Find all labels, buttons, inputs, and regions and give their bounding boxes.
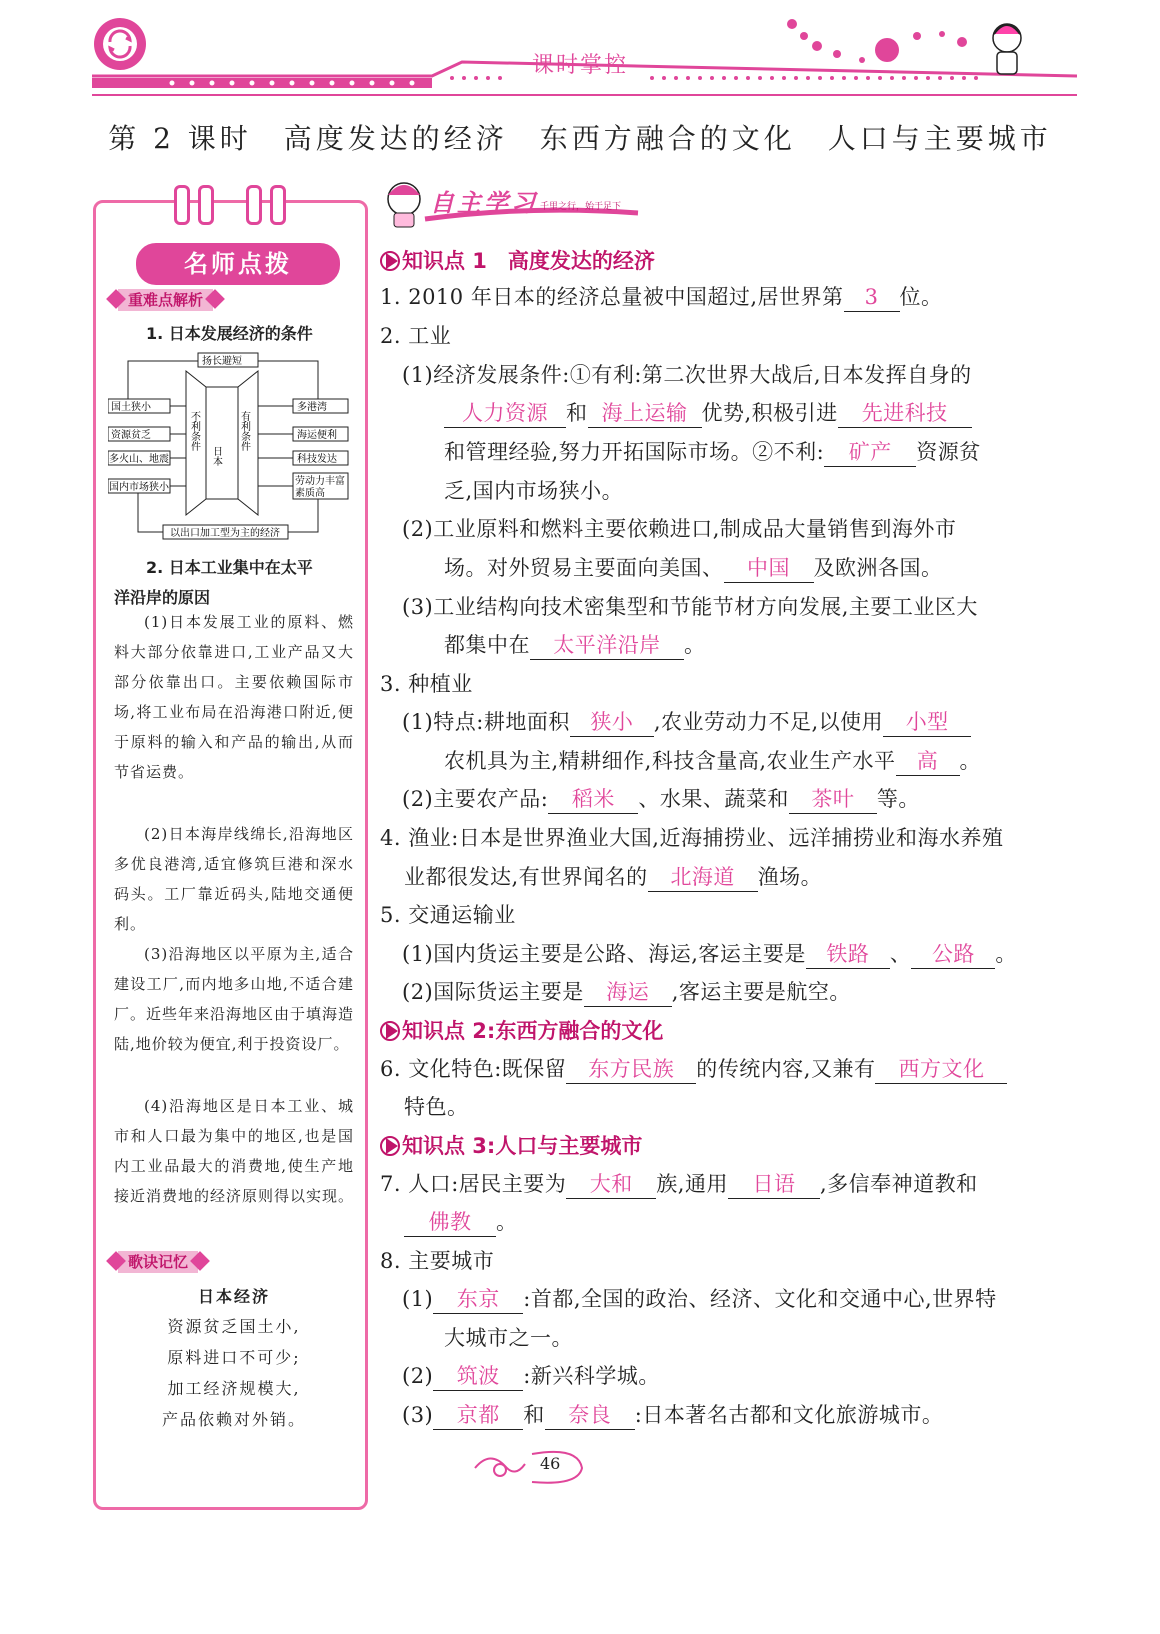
question-line: (1)特点:耕地面积 狭小 ,农业劳动力不足,以使用 小型 [402,708,971,737]
page-footer [470,1448,620,1488]
answer-blank: 东方民族 [566,1055,696,1084]
conditions-diagram [108,351,358,546]
question-line: 业都很发达,有世界闻名的 北海道 渔场。 [404,863,822,892]
binder-ring-icon [174,185,190,225]
question-line: 2. 工业 [380,324,452,348]
question-line: 5. 交通运输业 [380,903,516,927]
diagram-left-item: 多火山、地震 [109,454,169,465]
sidebar-heading: 2. 日本工业集中在太平 [146,558,313,577]
question-line: (1)经济发展条件:①有利:第二次世界大战后,日本发挥自身的 [402,363,972,387]
answer-blank: 稻米 [548,785,638,814]
question-line: (2) 筑波 :新兴科学城。 [402,1362,660,1391]
answer-blank: 狭小 [570,708,654,737]
diagram-right-item: 海运便利 [297,430,337,441]
question-line: 8. 主要城市 [380,1249,495,1273]
page-number: 46 [540,1454,561,1473]
banner-subtitle: 千里之行，始于足下 [540,202,622,212]
section-tag: 歌诀记忆 [118,1251,198,1273]
sidebar-badge: 名师点拨 [136,243,340,285]
diagram-left-item: 国内市场狭小 [109,482,169,493]
question-line: (1)国内货运主要是公路、海运,客运主要是 铁路 、 公路 。 [402,940,1017,969]
diagram-bottom-label: 以出口加工型为主的经济 [170,528,280,539]
page-header [92,14,1077,104]
question-line: 6. 文化特色:既保留 东方民族 的传统内容,又兼有 西方文化 [380,1055,1007,1084]
answer-blank: 日语 [728,1170,820,1199]
lesson-title: 第 2 课时 高度发达的经济 东西方融合的文化 人口与主要城市 [108,122,1052,155]
diagram-right-item: 多港湾 [297,402,327,413]
question-line: 人力资源 和 海上运输 优势,积极引进 先进科技 [444,399,972,428]
binder-ring-icon [198,185,214,225]
header-title: 课时掌控 [532,53,629,78]
answer-blank: 中国 [724,554,814,583]
answer-blank: 海运 [584,978,672,1007]
answer-blank: 太平洋沿岸 [530,631,684,660]
question-line: (2)工业原料和燃料主要依赖进口,制成品大量销售到海外市 [402,517,957,541]
diagram-left-label: 不利条件 [188,411,200,451]
sidebar-paragraph: (3)沿海地区以平原为主,适合建设工厂,而内地多山地,不适合建厂。近些年来沿海地区由于填海造陆,地价较为便宜,利于投资设厂。 [114,945,355,1053]
diagram-right-item: 科技发达 [297,454,337,465]
question-line: (2)国际货运主要是 海运 ,客运主要是航空。 [402,978,851,1007]
diagram-center-label: 日本 [210,446,222,466]
answer-blank: 奈良 [545,1401,635,1430]
answer-blank: 先进科技 [838,399,972,428]
sidebar-paragraph: (1)日本发展工业的原料、燃料大部分依靠进口,工业产品又大部分依靠出口。主要依赖国际市场,将工业布局在沿海港口附近,便于原料的输入和产品的输出,从而节省运费。 [114,613,354,781]
answer-blank: 3 [844,283,900,312]
binder-ring-icon [246,185,262,225]
knowledge-point-heading: 知识点 1 高度发达的经济 [380,245,655,275]
answer-blank: 高 [896,747,960,776]
banner-title: 自主学习 [430,189,538,217]
main-content [380,175,1070,1445]
play-icon [386,1138,398,1154]
question-line: 农机具为主,精耕细作,科技含量高,农业生产水平 高 。 [444,747,981,776]
question-line: 和管理经验,努力开拓国际市场。②不利: 矿产 资源贫 [444,438,981,467]
answer-blank: 筑波 [433,1362,523,1391]
answer-blank: 茶叶 [789,785,877,814]
answer-blank: 京都 [433,1401,523,1430]
question-line: 乏,国内市场狭小。 [444,479,624,503]
knowledge-point-heading: 知识点 2:东西方融合的文化 [380,1015,663,1045]
question-line: 场。对外贸易主要面向美国、 中国 及欧洲各国。 [444,554,943,583]
sidebar-paragraph: (4)沿海地区是日本工业、城市和人口最为集中的地区,也是国内工业品最大的消费地,使生产地接近消费地的经济原则得以实现。 [114,1097,355,1205]
diagram-right-label: 有利条件 [238,411,250,451]
diagram-left-item: 国土狭小 [111,402,151,413]
answer-blank: 小型 [883,708,971,737]
section-tag: 重难点解析 [118,289,213,311]
play-icon [386,253,398,269]
play-icon [386,1023,398,1039]
answer-blank: 西方文化 [875,1055,1007,1084]
answer-blank: 海上运输 [588,399,702,428]
question-line: 1. 2010 年日本的经济总量被中国超过,居世界第 3 位。 [380,283,943,312]
diagram-left-item: 资源贫乏 [111,430,151,441]
question-line: 7. 人口:居民主要为 大和 族,通用 日语 ,多信奉神道教和 [380,1170,978,1199]
question-line: 大城市之一。 [444,1326,573,1350]
self-study-banner [380,175,640,230]
question-line: 佛教 。 [404,1208,518,1237]
question-line: (2)主要农产品: 稻米 、水果、蔬菜和 茶叶 等。 [402,785,920,814]
answer-blank: 大和 [566,1170,656,1199]
question-line: (3) 京都 和 奈良 :日本著名古都和文化旅游城市。 [402,1401,943,1430]
sidebar-heading: 1. 日本发展经济的条件 [146,324,313,343]
answer-blank: 矿产 [824,438,916,467]
answer-blank: 公路 [911,940,995,969]
question-line: 3. 种植业 [380,672,473,696]
binder-ring-icon [270,185,286,225]
sidebar-panel [93,200,368,1510]
answer-blank: 佛教 [404,1208,496,1237]
sidebar-paragraph: (2)日本海岸线绵长,沿海地区多优良港湾,适宜修筑巨港和深水码头。工厂靠近码头,陆地交通便利。 [114,825,354,933]
answer-blank: 铁路 [806,940,890,969]
answer-blank: 人力资源 [444,399,566,428]
poem-line: 加工经济规模大, [167,1379,301,1398]
question-line: 特色。 [404,1095,469,1119]
poem-title: 日本经济 [197,1287,270,1306]
answer-blank: 北海道 [648,863,758,892]
diagram-top-label: 扬长避短 [202,356,242,367]
diagram-right-item: 素质高 [295,488,325,499]
poem-line: 产品依赖对外销。 [161,1410,306,1429]
sidebar-heading: 洋沿岸的原因 [114,588,211,607]
question-line: 都集中在 太平洋沿岸 。 [444,631,706,660]
answer-blank: 东京 [433,1285,523,1314]
diagram-right-item: 劳动力丰富 [295,476,345,487]
poem-line: 原料进口不可少; [167,1348,301,1367]
question-line: (1) 东京 :首都,全国的政治、经济、文化和交通中心,世界特 [402,1285,997,1314]
question-line: (3)工业结构向技术密集型和节能节材方向发展,主要工业区大 [402,595,978,619]
poem-line: 资源贫乏国土小, [167,1317,301,1336]
question-line: 4. 渔业:日本是世界渔业大国,近海捕捞业、远洋捕捞业和海水养殖 [380,826,1004,850]
knowledge-point-heading: 知识点 3:人口与主要城市 [380,1130,642,1160]
